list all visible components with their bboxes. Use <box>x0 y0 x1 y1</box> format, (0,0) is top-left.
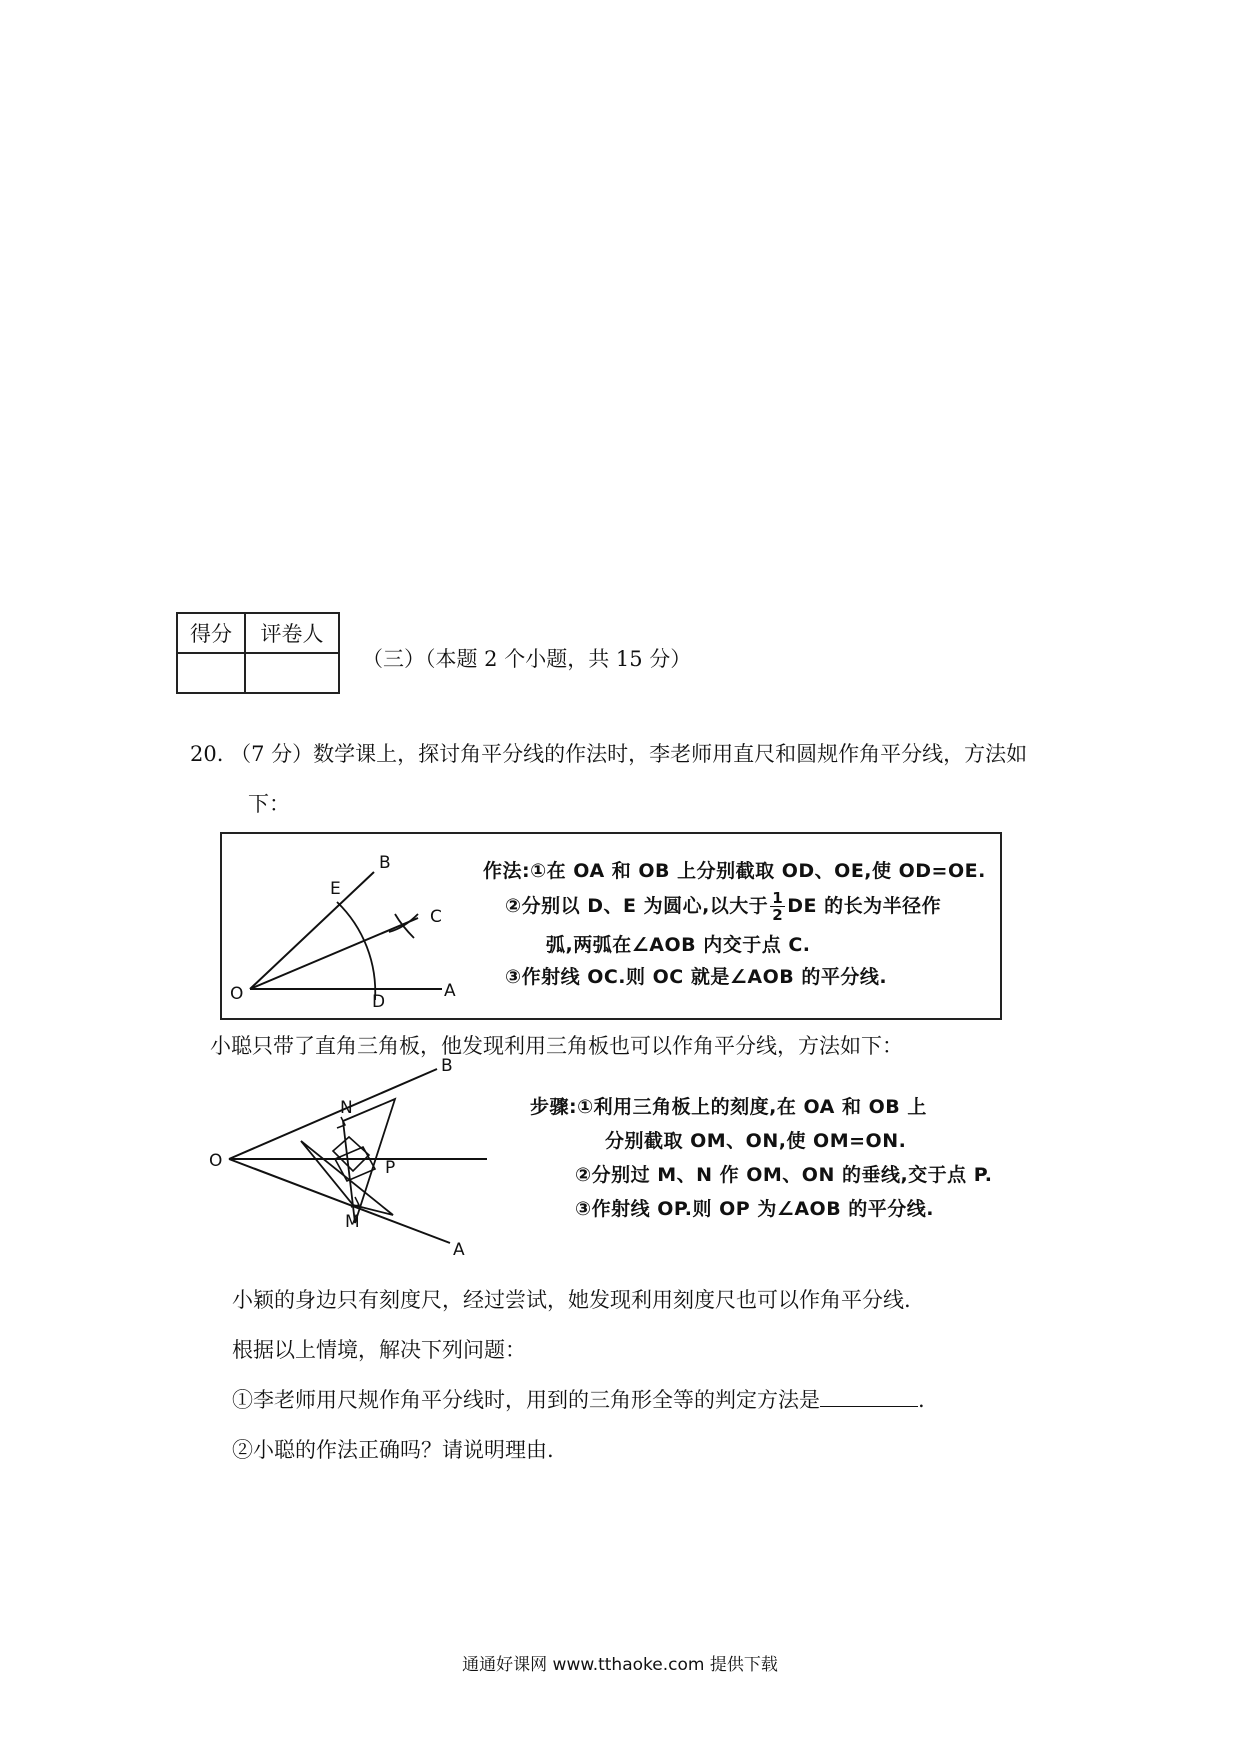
label-p: P <box>385 1158 396 1178</box>
task-1 <box>232 1384 925 1414</box>
teacher-step-2-pre: ②分别以 D、E 为圆心,以大于 <box>505 895 769 917</box>
ray-ob <box>250 872 374 989</box>
section-title: （三）（本题 2 个小题，共 15 分） <box>362 647 692 671</box>
xiaocong-intro: 小聪只带了直角三角板，他发现利用三角板也可以作角平分线，方法如下： <box>210 1034 903 1058</box>
label-o-2: O <box>209 1151 223 1171</box>
arc-de <box>337 902 375 1000</box>
task-1-period: . <box>918 1388 925 1412</box>
label-n: N <box>340 1098 353 1118</box>
grader-header: 评卷人 <box>245 613 339 653</box>
teacher-step-2 <box>505 890 941 923</box>
compass-construction-figure <box>222 834 482 1014</box>
inner-square-2 <box>335 1147 375 1181</box>
fraction-numerator: 1 <box>772 889 784 907</box>
fraction-denominator: 2 <box>772 906 784 924</box>
task-intro: 根据以上情境，解决下列问题： <box>232 1338 526 1362</box>
set-square-construction-figure <box>205 1055 495 1265</box>
label-m: M <box>345 1212 360 1232</box>
one-half-fraction <box>770 890 785 923</box>
xiaoying-text: 小颖的身边只有刻度尺，经过尝试，她发现利用刻度尺也可以作角平分线. <box>232 1288 911 1312</box>
label-e: E <box>330 879 341 899</box>
xiaocong-step-1: 步骤:①利用三角板上的刻度,在 OA 和 OB 上 <box>530 1096 927 1118</box>
xiaocong-step-2: ②分别过 M、N 作 OM、ON 的垂线,交于点 P. <box>575 1164 993 1186</box>
grader-cell[interactable] <box>245 653 339 693</box>
teacher-step-2-cont: 弧,两弧在∠AOB 内交于点 C. <box>546 934 811 956</box>
label-d: D <box>372 992 386 1012</box>
ray-oc <box>250 918 418 989</box>
question-intro-line2: 下： <box>248 792 290 816</box>
label-b-2: B <box>441 1056 453 1076</box>
ray-ob-2 <box>229 1069 437 1159</box>
label-o: O <box>230 984 244 1004</box>
teacher-step-3: ③作射线 OC.则 OC 就是∠AOB 的平分线. <box>505 966 888 988</box>
teacher-step-2-post: DE 的长为半径作 <box>787 895 942 917</box>
score-header: 得分 <box>177 613 245 653</box>
teacher-step-1: 作法:①在 OA 和 OB 上分别截取 OD、OE,使 OD=OE. <box>483 860 986 882</box>
label-a-2: A <box>453 1240 465 1260</box>
task-2: ②小聪的作法正确吗？请说明理由. <box>232 1438 554 1462</box>
score-table <box>176 612 340 694</box>
answer-blank[interactable] <box>820 1388 918 1407</box>
xiaocong-step-1-cont: 分别截取 OM、ON,使 OM=ON. <box>605 1130 907 1152</box>
label-b: B <box>379 853 391 873</box>
score-cell[interactable] <box>177 653 245 693</box>
task-1-text: ①李老师用尺规作角平分线时，用到的三角形全等的判定方法是 <box>232 1388 820 1412</box>
label-a: A <box>444 981 456 1001</box>
xiaocong-step-3: ③作射线 OP.则 OP 为∠AOB 的平分线. <box>575 1198 935 1220</box>
question-intro-line1: 20. （7 分）数学课上，探讨角平分线的作法时，李老师用直尺和圆规作角平分线，方法如 <box>190 742 1028 766</box>
footer: 通通好课网 www.tthaoke.com 提供下载 <box>462 1655 778 1675</box>
label-c: C <box>430 907 442 927</box>
